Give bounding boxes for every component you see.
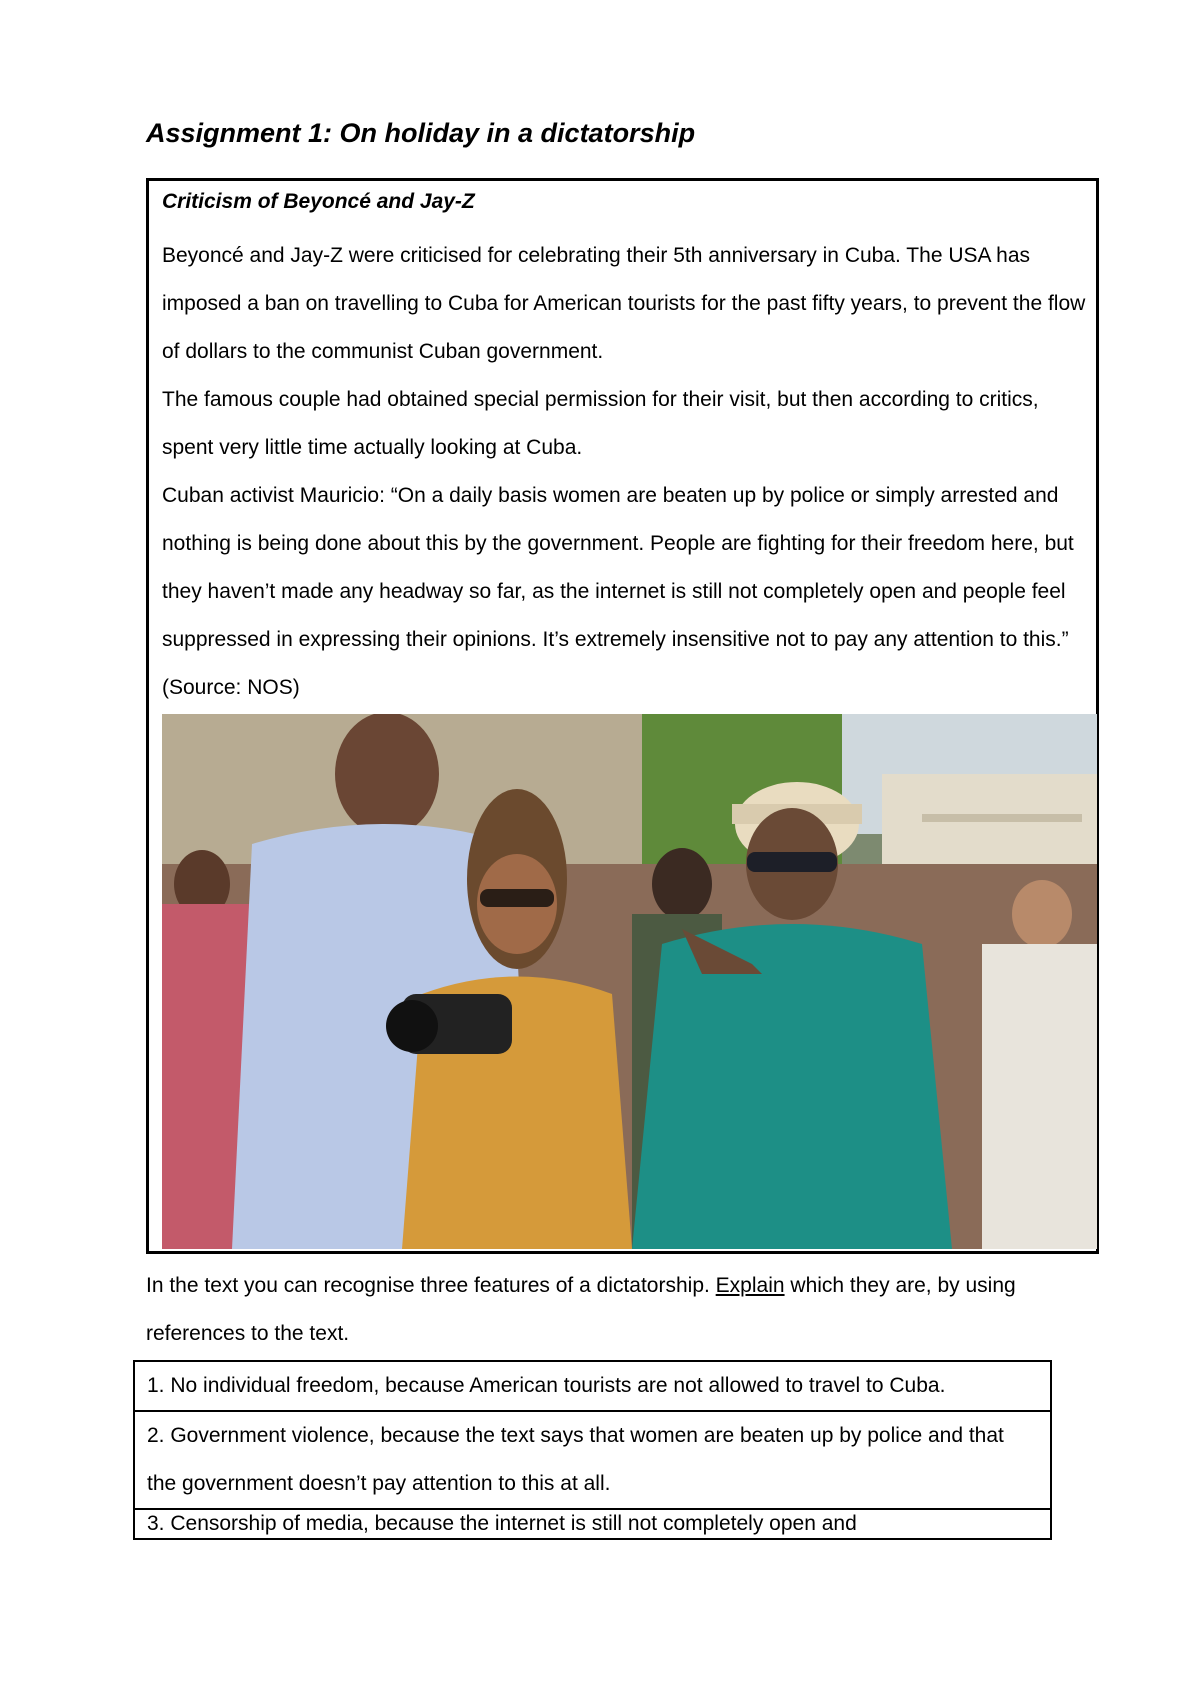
article-paragraph: Cuban activist Mauricio: “On a daily basis women are beaten up by police or simply arrested and nothing is being done about this by the government. People are fighting for their freedom here, but they haven’t made any headway so far, as the internet is still not completely open and people feel suppressed in expressing their opinions. It’s extremely insensitive not to pay any attention to this.” (Source: NOS) xyxy=(162,484,1074,699)
assignment-title: Assignment 1: On holiday in a dictatorship xyxy=(146,118,696,148)
article-body xyxy=(162,232,1092,712)
celebrity-photo xyxy=(162,714,1097,1249)
article-paragraph: The famous couple had obtained special permission for their visit, but then according to critics, spent very little time actually looking at Cuba. xyxy=(162,388,1039,459)
table-row xyxy=(134,1509,1051,1539)
article-heading: Criticism of Beyoncé and Jay-Z xyxy=(162,190,475,213)
assignment-instruction xyxy=(146,1262,1086,1358)
instruction-keyword: Explain xyxy=(715,1274,785,1297)
answer-cell: 3. Censorship of media, because the internet is still not completely open and xyxy=(134,1509,1051,1539)
answer-cell: 2. Government violence, because the text says that women are beaten up by police and that the government doesn’t pay attention to this at all. xyxy=(134,1411,1051,1509)
article-paragraph: Beyoncé and Jay-Z were criticised for celebrating their 5th anniversary in Cuba. The USA has imposed a ban on travelling to Cuba for American tourists for the past fifty years, to prevent the flow of dollars to the communist Cuban government. xyxy=(162,244,1086,363)
answer-table xyxy=(133,1360,1052,1540)
answer-cell: 1. No individual freedom, because American tourists are not allowed to travel to Cuba. xyxy=(134,1361,1051,1411)
instruction-text: In the text you can recognise three features of a dictatorship. xyxy=(146,1274,716,1297)
table-row xyxy=(134,1361,1051,1411)
table-row xyxy=(134,1411,1051,1509)
instruction-text-end: which they are, by using references to the text. xyxy=(146,1274,1016,1345)
